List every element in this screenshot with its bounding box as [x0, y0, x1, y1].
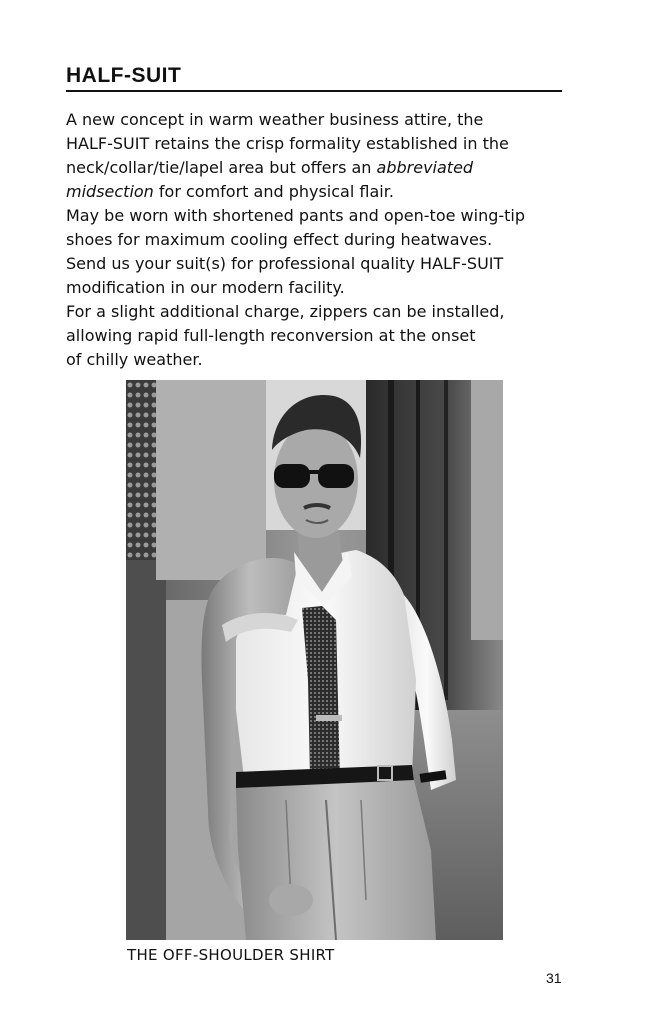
photograph-man-half-suit — [126, 380, 503, 940]
text-segment: neck/collar/tie/lapel area but offers an — [66, 158, 377, 177]
text-line — [66, 180, 586, 204]
page-number: 31 — [546, 970, 562, 986]
text-line — [66, 132, 586, 156]
italic-term: midsection — [66, 182, 154, 201]
text-line: shoes for maximum cooling effect during heatwaves. — [66, 230, 493, 249]
photo-caption: THE OFF-SHOULDER SHIRT — [127, 946, 335, 964]
bold-term: HALF-SUIT — [66, 134, 150, 153]
bold-term: HALF-SUIT — [420, 254, 504, 273]
text-line: For a slight additional charge, zippers can be installed, — [66, 302, 505, 321]
text-line: modification in our modern facility. — [66, 278, 345, 297]
italic-term: abbreviated — [376, 158, 474, 177]
text-segment: retains the crisp formality established in the — [149, 134, 509, 153]
text-line: of chilly weather. — [66, 350, 203, 369]
page-heading: HALF-SUIT — [66, 64, 562, 92]
text-segment: Send us your suit(s) for professional quality — [66, 254, 421, 273]
body-paragraph — [66, 108, 586, 372]
text-line: May be worn with shortened pants and open-toe wing-tip — [66, 206, 526, 225]
text-line — [66, 252, 586, 276]
text-segment: for comfort and physical flair. — [153, 182, 394, 201]
text-line: A new concept in warm weather business attire, the — [66, 110, 484, 129]
text-line — [66, 156, 586, 180]
text-line: allowing rapid full-length reconversion at the onset — [66, 326, 476, 345]
